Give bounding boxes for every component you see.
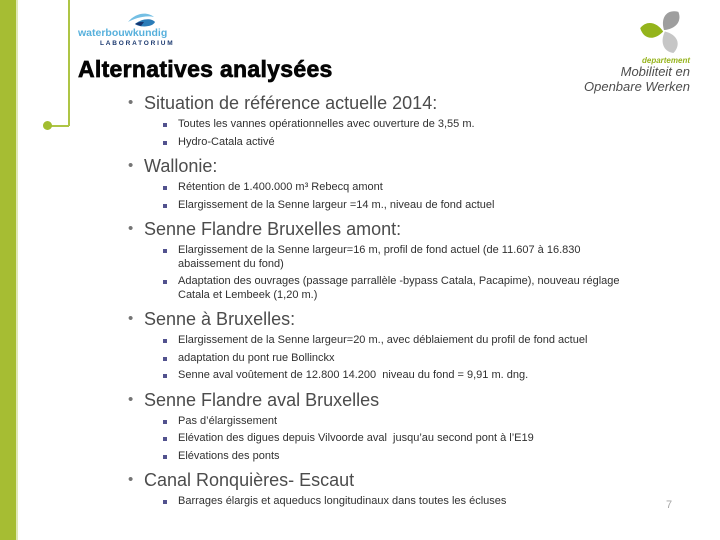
bullet-item <box>128 350 650 368</box>
bullet-item-text: Elévation des digues depuis Vilvoorde aval jusqu’au second pont à l’E19 <box>178 432 534 444</box>
bullet-item-text: Hydro-Catala activé <box>178 135 275 148</box>
section-heading <box>128 218 650 240</box>
content <box>128 92 650 511</box>
section-heading-text: Senne Flandre Bruxelles amont: <box>144 219 402 239</box>
bullet-level2 <box>163 500 167 504</box>
accent-horizontal-line <box>50 125 69 127</box>
bullet-level2 <box>163 357 167 361</box>
bullet-level2 <box>163 123 167 127</box>
mow-department-logo <box>530 8 690 94</box>
bullet-level1: • <box>128 157 134 174</box>
bullet-item <box>128 197 650 215</box>
bullet-level1: • <box>128 471 134 488</box>
bullet-item <box>128 273 650 304</box>
logo-text-waterbouwkundig: waterbouwkundig <box>78 27 168 39</box>
accent-dot <box>43 121 52 130</box>
bullet-item <box>128 332 650 350</box>
section-heading <box>128 308 650 330</box>
bullet-item-text: Pas d’élargissement <box>178 414 278 427</box>
bullet-item <box>128 242 650 273</box>
section-heading-text: Senne à Bruxelles: <box>144 309 296 329</box>
bullet-level2 <box>163 249 167 253</box>
bullet-level2 <box>163 204 167 208</box>
section-heading <box>128 389 650 411</box>
page-number: 7 <box>666 499 673 511</box>
slide-title: Alternatives analysées <box>78 56 333 82</box>
bullet-level2 <box>163 280 167 284</box>
section-heading-text: Canal Ronquières- Escaut <box>144 470 355 490</box>
bullet-item-text: Elargissement de la Senne largeur=20 m., avec déblaiement du profil de fond actuel <box>178 334 588 346</box>
section-heading-text: Situation de référence actuelle 2014: <box>144 93 438 113</box>
bullet-level2 <box>163 455 167 459</box>
bullet-item-text: adaptation du pont rue Bollinckx <box>178 351 335 364</box>
bullet-item-text: Barrages élargis et aqueducs longitudinaux dans toutes les écluses <box>178 495 507 507</box>
bullet-item <box>128 134 650 152</box>
bullet-item <box>128 448 650 466</box>
waterbouwkundig-logo <box>78 12 175 48</box>
section-heading-text: Senne Flandre aval Bruxelles <box>144 389 380 410</box>
bullet-item-text: Toutes les vannes opérationnelles avec ouverture de 3,55 m. <box>178 118 475 130</box>
bullet-item-text: Elévations des ponts <box>178 449 280 462</box>
bullet-level1: • <box>128 220 134 237</box>
section-heading-text: Wallonie: <box>144 156 218 176</box>
bullet-level2 <box>163 420 167 424</box>
bullet-level2 <box>163 437 167 441</box>
section-heading <box>128 92 650 114</box>
accent-vertical-line <box>68 0 70 126</box>
section-heading <box>128 469 650 491</box>
bullet-level2 <box>163 339 167 343</box>
bullet-item <box>128 367 650 385</box>
section-heading <box>128 155 650 177</box>
bullet-item-text: Adaptation des ouvrages (passage parrallèle -bypass Catala, Pacapime), nouveau réglage Catala et Lembeek (1,20 m.) <box>178 275 623 301</box>
bullet-item <box>128 493 650 511</box>
mow-pinwheel-icon <box>640 8 688 54</box>
bullet-item-text: Senne aval voûtement de 12.800 14.200 niveau du fond = 9,91 m. dng. <box>178 369 529 381</box>
logo-text-mobiliteit-en: Mobiliteit en <box>620 64 690 79</box>
logo-text-departement: departement <box>641 56 690 65</box>
bullet-item-text: Rétention de 1.400.000 m³ Rebecq amont <box>178 181 383 193</box>
bullet-item <box>128 179 650 197</box>
bullet-level2 <box>163 374 167 378</box>
left-accent-bar <box>0 0 18 540</box>
bullet-level2 <box>163 141 167 145</box>
logo-text-openbare-werken: Openbare Werken <box>584 78 690 94</box>
waterbouwkundig-swoosh-icon <box>127 12 157 30</box>
bullet-level1: • <box>128 94 134 111</box>
bullet-level2 <box>163 186 167 190</box>
bullet-item <box>128 413 650 431</box>
logo-text-laboratorium: LABORATORIUM <box>100 40 175 47</box>
bullet-item-text: Elargissement de la Senne largeur =14 m., niveau de fond actuel <box>178 198 495 211</box>
bullet-level1: • <box>128 390 134 408</box>
bullet-item <box>128 116 650 134</box>
bullet-item <box>128 430 650 448</box>
bullet-item-text: Elargissement de la Senne largeur=16 m, profil de fond actuel (de 11.607 à 16.830 abaissement du fond) <box>178 244 584 270</box>
bullet-level1: • <box>128 310 134 327</box>
